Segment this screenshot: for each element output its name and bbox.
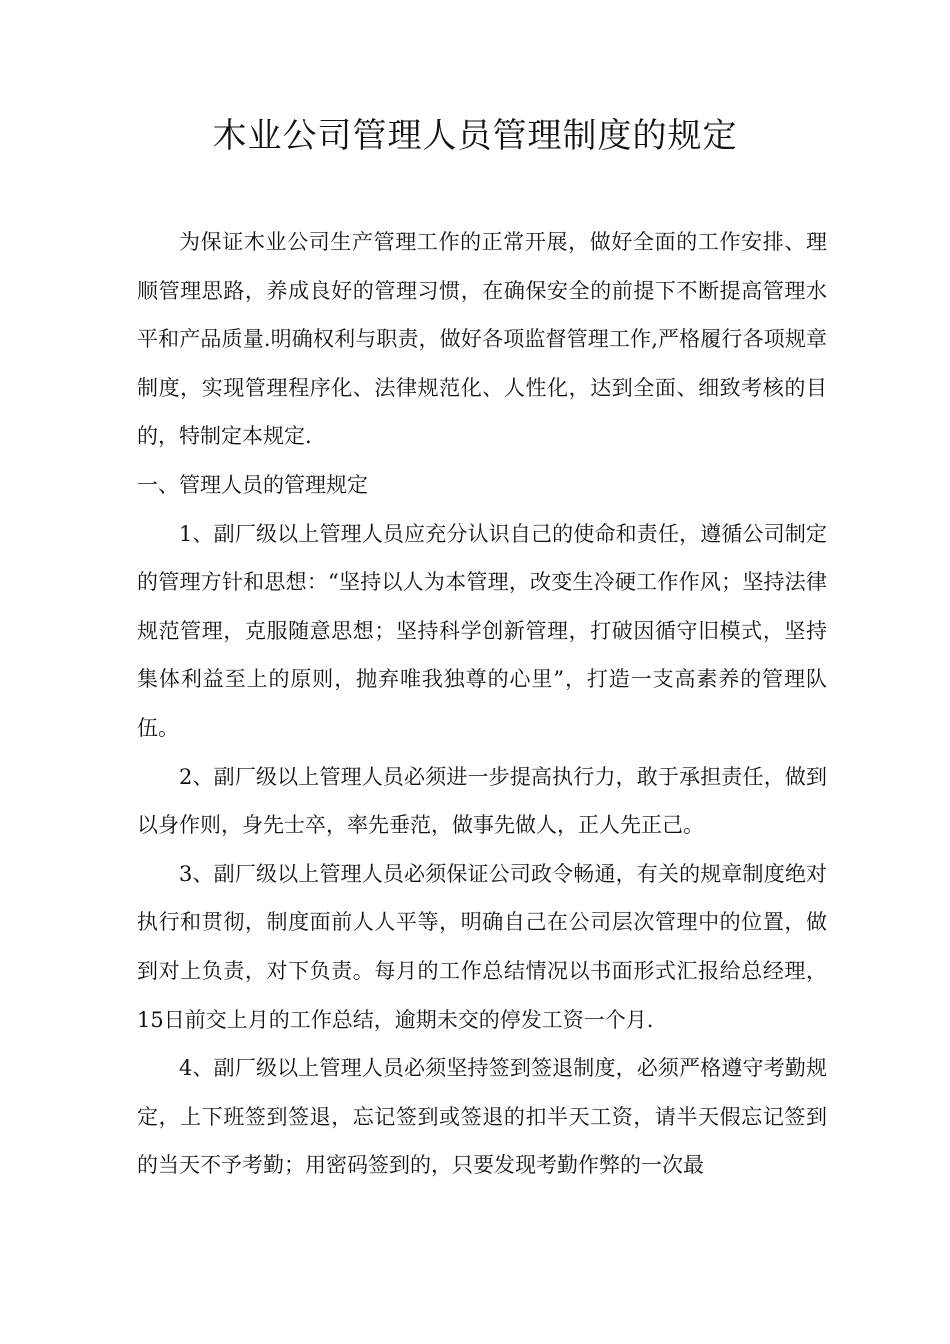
intro-paragraph: 为保证木业公司生产管理工作的正常开展，做好全面的工作安排、理顺管理思路，养成良好的管理习惯，在确保安全的前提下不断提高管理水平和产品质量.明确权利与职责，做好各项监督管理工作,严格履行各项规章制度，实现管理程序化、法律规范化、人性化，达到全面、细致考核的目的，特制定本规定. bbox=[137, 230, 827, 449]
clause-1-paragraph: 1、副厂级以上管理人员应充分认识自己的使命和责任，遵循公司制定的管理方针和思想：“坚持以人为本管理，改变生冷硬工作作风；坚持法律规范管理，克服随意思想；坚持科学创新管理，打破因循守旧模式，坚持集体利益至上的原则，抛弃唯我独尊的心里”，打造一支高素养的管理队伍。 bbox=[137, 521, 827, 740]
clause-2-paragraph: 2、副厂级以上管理人员必须进一步提高执行力，敢于承担责任，做到以身作则，身先士卒，率先垂范，做事先做人，正人先正己。 bbox=[137, 764, 827, 838]
document-title: 木业公司管理人员管理制度的规定 bbox=[212, 116, 738, 156]
clause-3-paragraph: 3、副厂级以上管理人员必须保证公司政令畅通，有关的规章制度绝对执行和贯彻，制度面前人人平等，明确自己在公司层次管理中的位置，做到对上负责，对下负责。每月的工作总结情况以书面形式汇报给总经理，15日前交上月的工作总结，逾期未交的停发工资一个月. bbox=[137, 861, 827, 1032]
document-body bbox=[137, 218, 827, 1190]
section-heading: 一、管理人员的管理规定 bbox=[137, 472, 368, 497]
clause-4-paragraph: 4、副厂级以上管理人员必须坚持签到签退制度，必须严格遵守考勤规定，上下班签到签退，忘记签到或签退的扣半天工资，请半天假忘记签到的当天不予考勤；用密码签到的，只要发现考勤作弊的一次最 bbox=[137, 1056, 827, 1178]
